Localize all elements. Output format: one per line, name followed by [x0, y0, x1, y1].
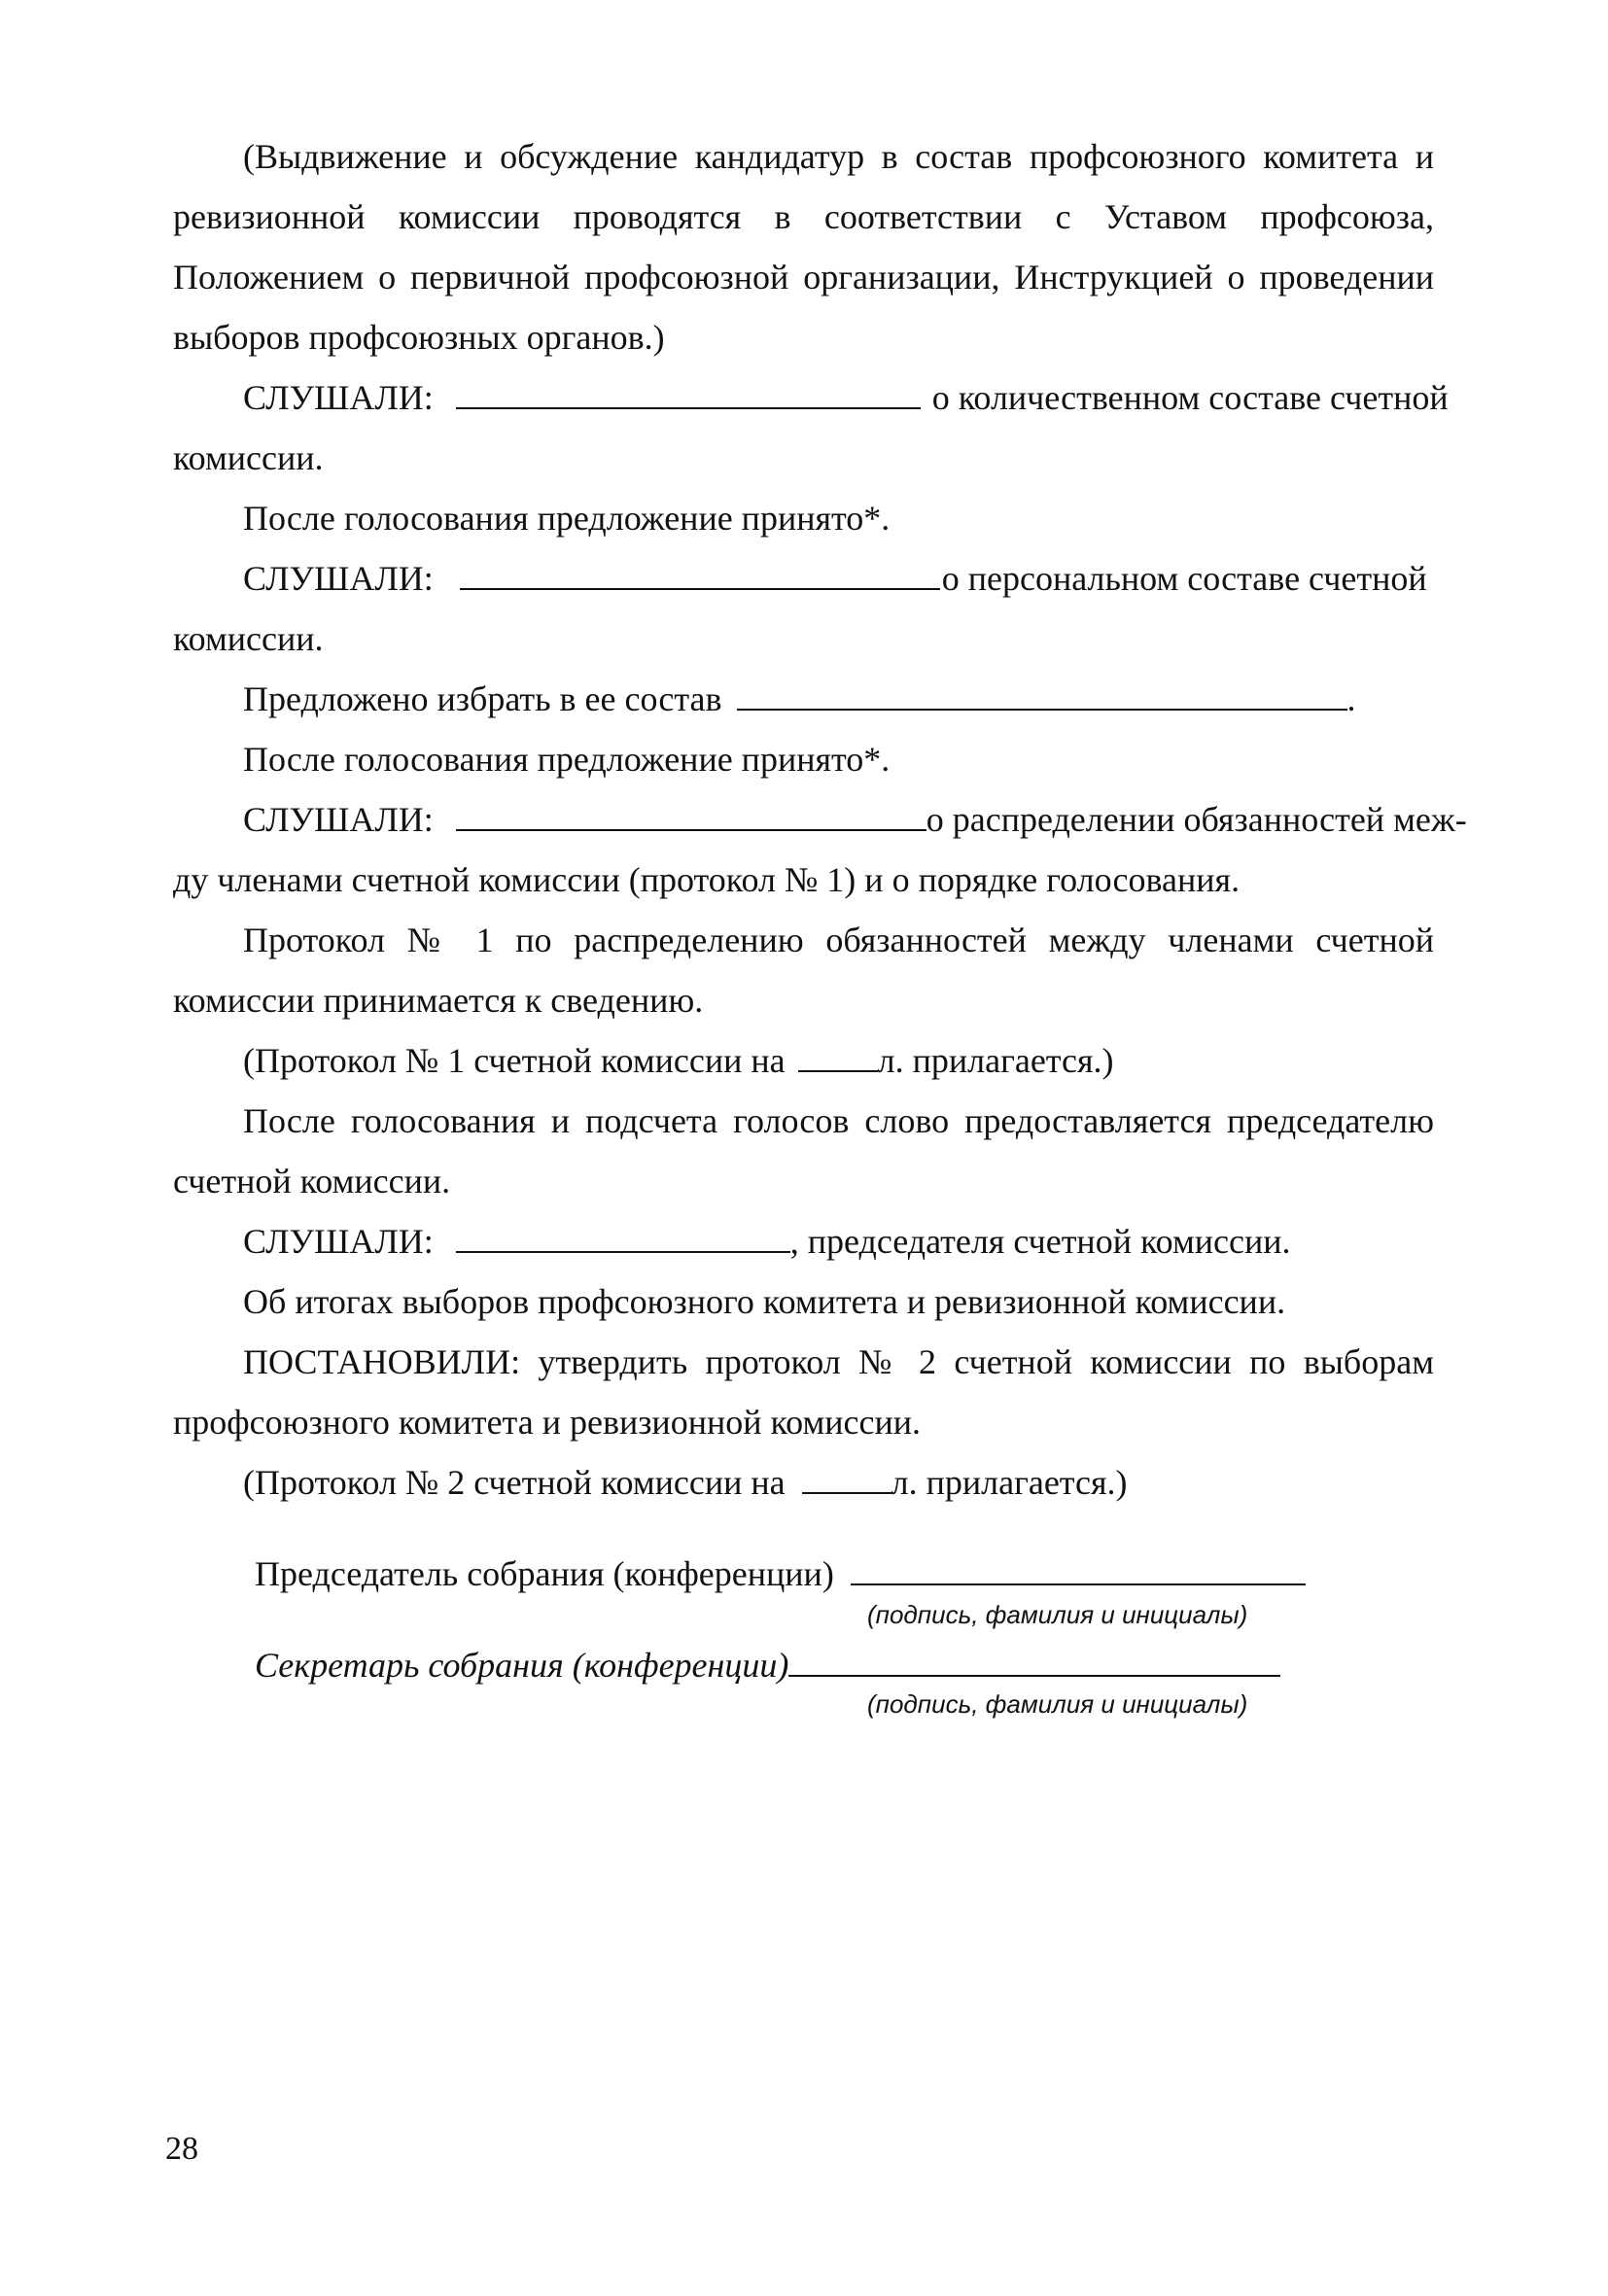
results-text: Об итогах выборов профсоюзного комитета и ревизионной комиссии.: [243, 1282, 1286, 1321]
after-vote-paragraph: После голосования и подсчета голосов слово предоставляется председателю счетной комиссии.: [173, 1101, 1434, 1200]
blank-line: [460, 559, 940, 590]
blank-line: [802, 1463, 891, 1494]
blank-line: [456, 800, 926, 831]
heard-chairman-section: [173, 1211, 1434, 1271]
intro-paragraph: (Выдвижение и обсуждение кандидатур в состав профсоюзного комитета и ревизионной комиссии проводятся в соответствии с Уставом профсоюза, Положением о первичной профсоюзной организации, Инструкцией о проведении выборов профсоюзных органов.): [173, 137, 1434, 357]
attach-text: (Протокол № 2 счетной комиссии на: [243, 1463, 786, 1502]
attach-text: (Протокол № 1 счетной комиссии на: [243, 1041, 786, 1080]
heard-continuation: комиссии.: [173, 619, 324, 658]
heard-duties-section: [173, 789, 1467, 910]
signature-blank: [788, 1646, 1280, 1677]
accepted-text: После голосования предложение принято*.: [243, 499, 891, 538]
protocol1-paragraph: Протокол № 1 по распределению обязанностей между членами счетной комиссии принимается к сведению.: [173, 921, 1434, 1020]
secretary-caption: (подпись, фамилия и инициалы): [867, 1689, 1248, 1719]
heard-quantity-section: [173, 367, 1449, 488]
heard-text: , председателя счетной комиссии.: [789, 1222, 1291, 1261]
heard-label: СЛУШАЛИ:: [243, 1222, 434, 1261]
signature-blank: [851, 1554, 1306, 1585]
page-number: 28: [165, 2131, 198, 2167]
heard-personal-section: [173, 548, 1434, 669]
protocol1-attach: [173, 1030, 1434, 1091]
heard-text: о персональном составе счетной: [941, 559, 1427, 598]
heard-continuation: комиссии.: [173, 438, 324, 477]
secretary-label: Секретарь собрания (конференции): [255, 1646, 789, 1685]
chairman-caption: (подпись, фамилия и инициалы): [867, 1600, 1248, 1629]
chairman-signature-line: [255, 1553, 1306, 1594]
heard-text: о количественном составе счетной: [931, 378, 1449, 417]
blank-line: [737, 679, 1347, 711]
chairman-label: Председатель собрания (конференции): [255, 1554, 834, 1593]
resolved-paragraph: ПОСТАНОВИЛИ: утвердить протокол № 2 счетной комиссии по выборам профсоюзного комитета и ревизионной комиссии.: [173, 1342, 1434, 1442]
secretary-signature-line: [255, 1645, 1280, 1686]
heard-label: СЛУШАЛИ:: [243, 378, 434, 417]
blank-line: [456, 1222, 790, 1253]
protocol2-attach: [173, 1452, 1434, 1513]
heard-label: СЛУШАЛИ:: [243, 800, 434, 839]
attach-end: л. прилагается.): [891, 1463, 1128, 1502]
proposed-end: .: [1346, 679, 1356, 718]
accepted-text: После голосования предложение принято*.: [243, 740, 891, 779]
blank-line: [798, 1041, 878, 1072]
heard-label: СЛУШАЛИ:: [243, 559, 434, 598]
attach-end: л. прилагается.): [877, 1041, 1114, 1080]
blank-line: [456, 378, 921, 409]
heard-text: о распределении обязанностей меж-: [926, 800, 1467, 839]
heard-continuation: ду членами счетной комиссии (протокол № 1) и о порядке голосования.: [173, 860, 1241, 899]
proposed-text: Предложено избрать в ее состав: [243, 679, 722, 718]
proposed-section: [173, 669, 1434, 729]
